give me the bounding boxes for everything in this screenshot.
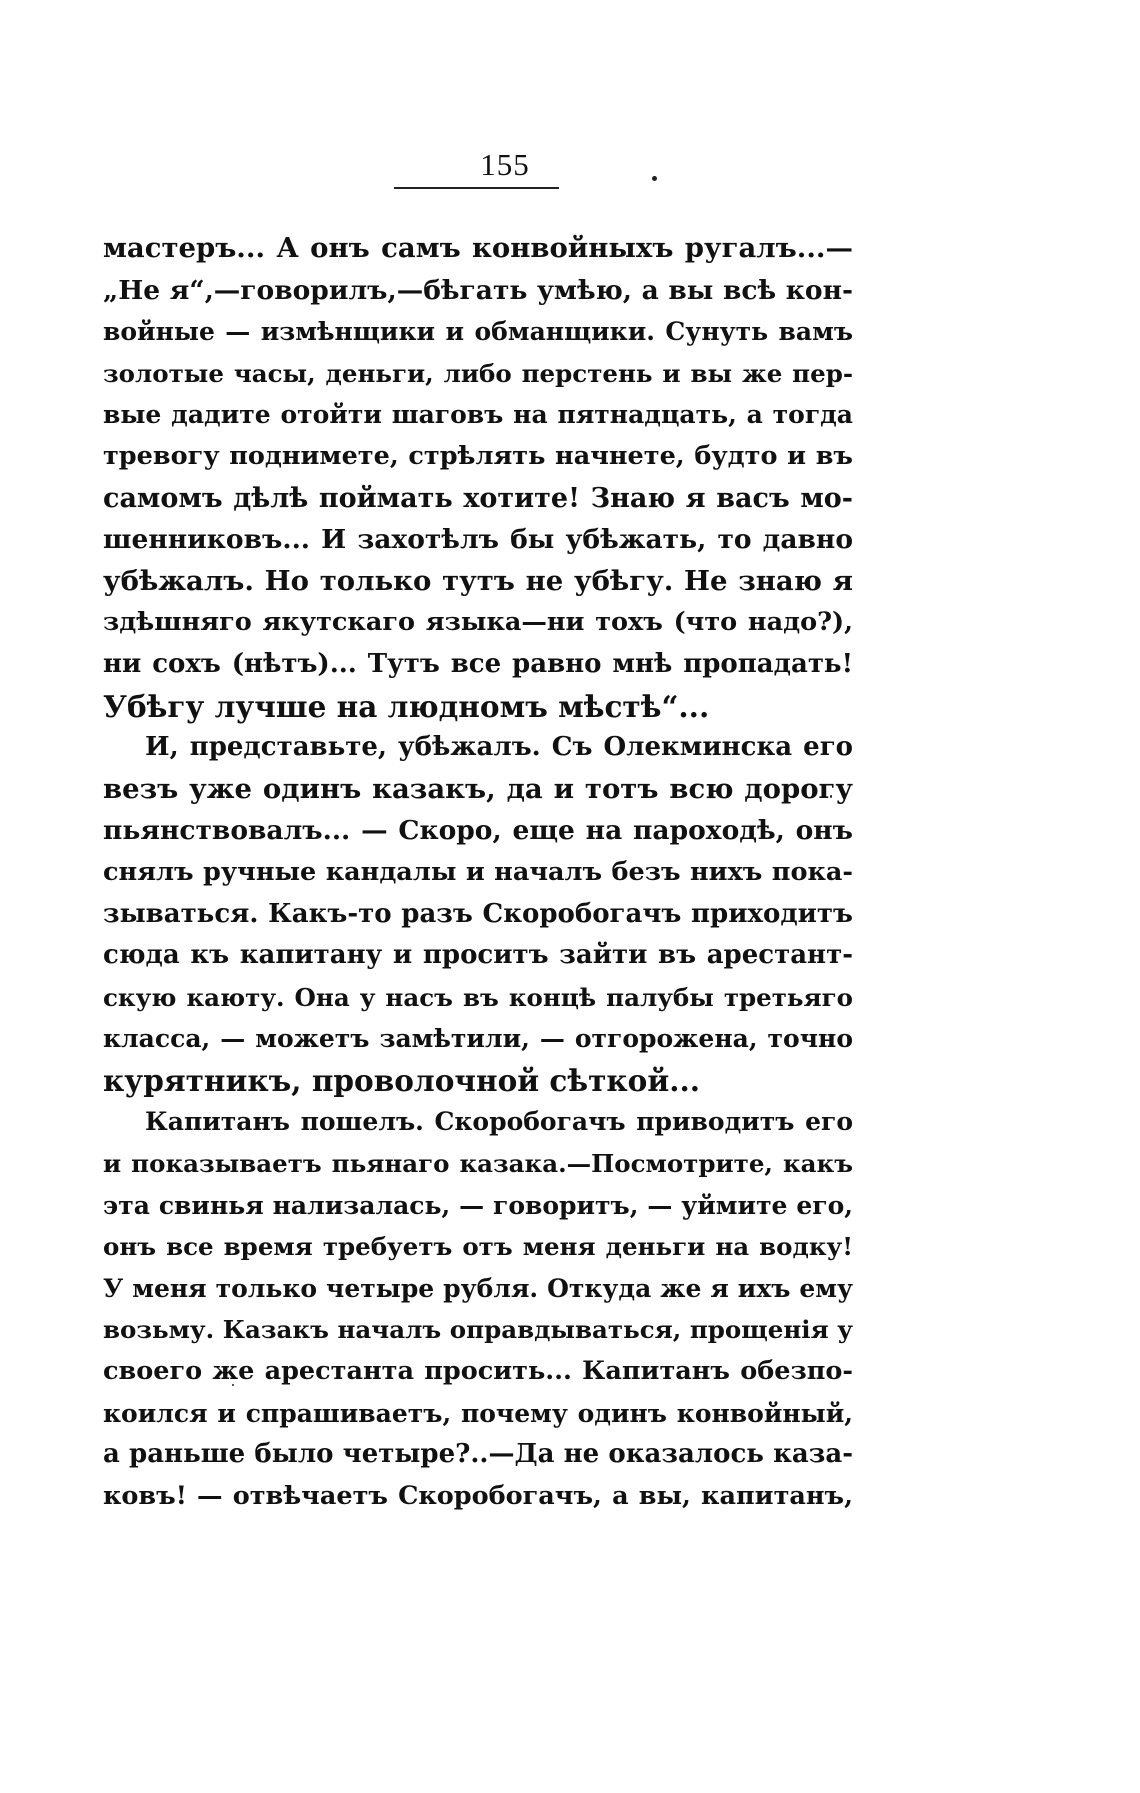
text-line: мастеръ... А онъ самъ конвойныхъ ругалъ...— [103,232,853,264]
text-line: „Не я“,—говорилъ,—бѣгать умѣю, а вы всѣ кон- [103,274,853,306]
page-number: 155 [480,147,530,182]
text-line: войные — измѣнщики и обманщики. Сунуть вамъ [103,317,853,347]
text-line: вые дадите отойти шаговъ на пятнадцать, а тогда [103,400,853,430]
text-line: курятникъ, проволочной сѣткой... [103,1062,701,1098]
text-line: ни сохъ (нѣтъ)... Тутъ все равно мнѣ пропадать! [103,648,853,679]
text-line: пьянствовалъ... — Скоро, еще на пароходѣ, онъ [103,815,853,847]
text-line: Капитанъ пошелъ. Скоробогачъ приводитъ его [145,1107,853,1137]
text-line: У меня только четыре рубля. Откуда же я ихъ ему [103,1273,853,1303]
text-line: сюда къ капитану и проситъ зайти въ арестант- [103,940,853,971]
text-line: везъ уже одинъ казакъ, да и тотъ всю дорогу [103,772,853,805]
text-line: коился и спрашиваетъ, почему одинъ конвойный, [103,1398,853,1428]
text-line: Убѣгу лучше на людномъ мѣстѣ“... [103,688,710,724]
text-line: шенниковъ... И захотѣлъ бы убѣжать, то давно [103,524,853,556]
text-line: здѣшняго якутскаго языка—ни тохъ (что надо?), [103,607,853,638]
text-line: убѣжалъ. Но только тутъ не убѣгу. Не знаю я [103,564,853,597]
text-line: эта свинья нализалась, — говоритъ, — уймите его, [103,1190,853,1220]
body-text [103,228,853,1517]
header-rule [394,187,559,189]
text-line: золотые часы, деньги, либо перстень и вы же пер- [103,358,853,388]
text-line: снялъ ручные кандалы и началъ безъ нихъ пока- [103,856,853,887]
text-line: ковъ! — отвѣчаетъ Скоробогачъ, а вы, капитанъ, [103,1480,853,1511]
text-line: а раньше было четыре?..—Да не оказалось каза- [103,1439,853,1470]
text-line: тревогу поднимете, стрѣлять начнете, будто и въ [103,440,853,471]
text-line: И, представьте, убѣжалъ. Съ Олекминска его [145,732,853,763]
text-line: своего же арестанта просить... Капитанъ обезпо- [103,1356,853,1387]
ink-speck [652,176,657,181]
text-line: скую каюту. Она у насъ въ концѣ палубы третьяго [103,982,853,1012]
text-line: самомъ дѣлѣ поймать хотите! Знаю я васъ мо- [103,482,853,514]
text-line: класса, — можетъ замѣтили, — отгорожена, точно [103,1024,853,1054]
text-line: зываться. Какъ-то разъ Скоробогачъ приходитъ [103,898,853,929]
text-line: возьму. Казакъ началъ оправдываться, прощенія у [103,1315,853,1345]
text-line: и показываетъ пьянаго казака.—Посмотрите, какъ [103,1149,853,1179]
text-line: онъ все время требуетъ отъ меня деньги на водку! [103,1232,853,1262]
